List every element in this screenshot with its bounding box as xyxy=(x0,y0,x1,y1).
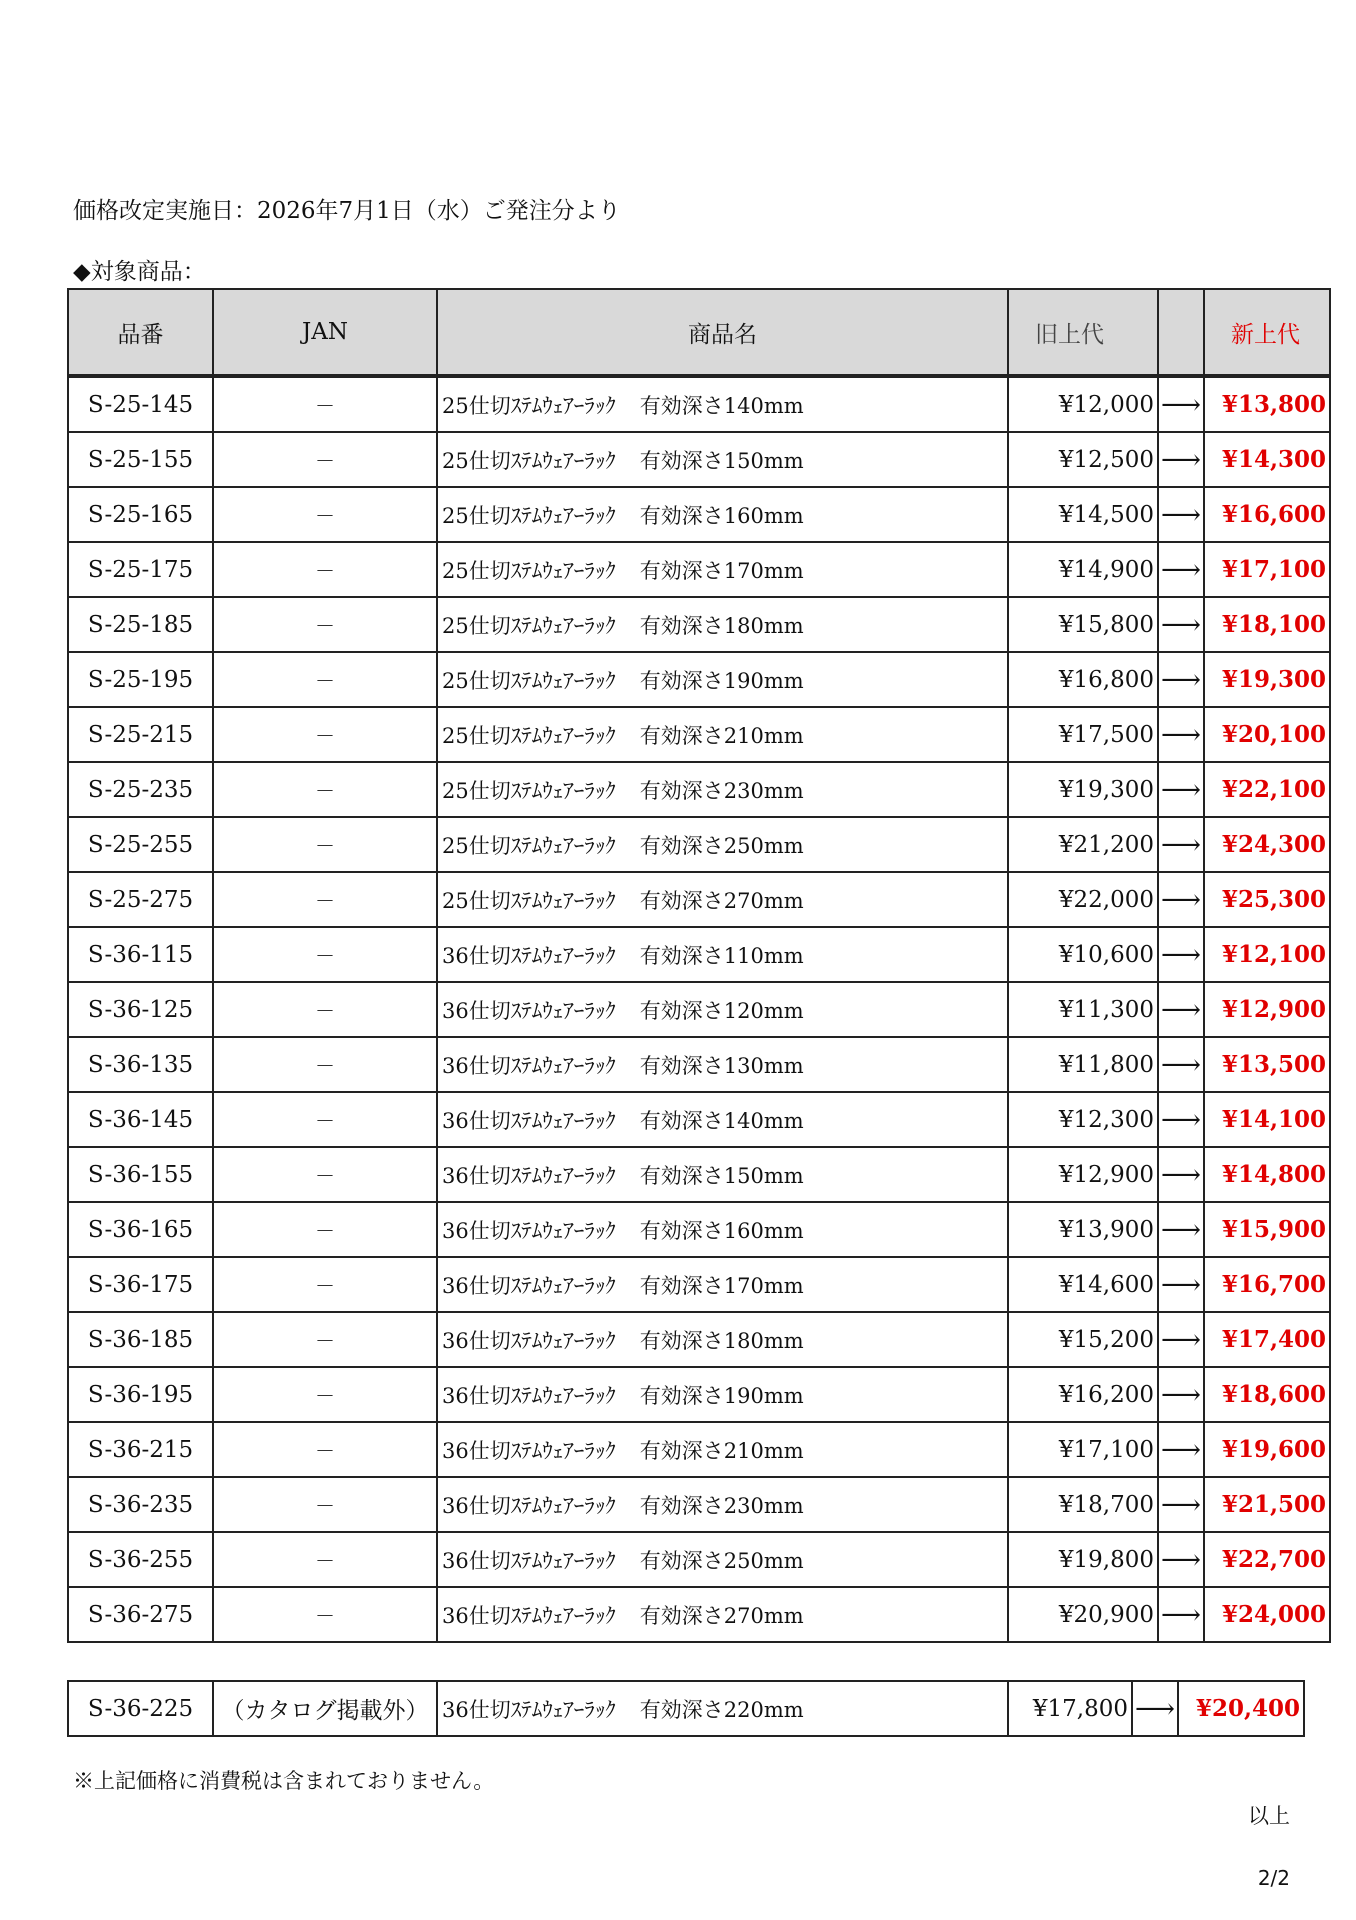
arrow-icon: ⟶ xyxy=(1158,1422,1204,1477)
row-old-price: ¥18,700 xyxy=(1008,1477,1158,1532)
table-row xyxy=(68,872,1330,927)
row-depth: 有効深さ210mm xyxy=(639,1438,804,1463)
row-code: S-25-145 xyxy=(68,376,213,432)
table-row xyxy=(68,1257,1330,1312)
row-depth: 有効深さ160mm xyxy=(639,1218,804,1243)
table-row xyxy=(68,652,1330,707)
row-depth: 有効深さ180mm xyxy=(639,613,804,638)
row-old-price: ¥16,800 xyxy=(1008,652,1158,707)
row-depth: 有効深さ230mm xyxy=(639,1493,804,1518)
arrow-icon: ⟶ xyxy=(1158,1147,1204,1202)
row-name xyxy=(437,1257,1008,1312)
arrow-icon: ⟶ xyxy=(1158,707,1204,762)
row-code: S-25-255 xyxy=(68,817,213,872)
table-row xyxy=(68,542,1330,597)
row-code: S-25-165 xyxy=(68,487,213,542)
row-name-text: 36仕切ｽﾃﾑｳｪｱｰﾗｯｸ xyxy=(442,1603,616,1628)
row-depth: 有効深さ150mm xyxy=(639,448,804,473)
row-depth: 有効深さ210mm xyxy=(639,723,804,748)
price-table xyxy=(67,288,1331,1643)
row-jan: － xyxy=(213,1092,437,1147)
row-new-price: ¥14,100 xyxy=(1204,1092,1330,1147)
row-name xyxy=(437,1312,1008,1367)
row-new-price: ¥21,500 xyxy=(1204,1477,1330,1532)
row-code: S-36-145 xyxy=(68,1092,213,1147)
arrow-icon: ⟶ xyxy=(1158,1037,1204,1092)
arrow-icon: ⟶ xyxy=(1158,376,1204,432)
table-row xyxy=(68,597,1330,652)
row-name-text: 25仕切ｽﾃﾑｳｪｱｰﾗｯｸ xyxy=(442,558,616,583)
row-name xyxy=(437,1532,1008,1587)
header-old-price: 旧上代 xyxy=(1008,289,1158,376)
row-old-price: ¥14,600 xyxy=(1008,1257,1158,1312)
row-depth: 有効深さ130mm xyxy=(639,1053,804,1078)
row-depth: 有効深さ140mm xyxy=(639,1108,804,1133)
row-old-price: ¥17,100 xyxy=(1008,1422,1158,1477)
row-new-price: ¥18,600 xyxy=(1204,1367,1330,1422)
table-row xyxy=(68,982,1330,1037)
row-jan: － xyxy=(213,1037,437,1092)
row-new-price: ¥22,100 xyxy=(1204,762,1330,817)
row-code: S-25-155 xyxy=(68,432,213,487)
row-new-price: ¥24,000 xyxy=(1204,1587,1330,1642)
row-code: S-25-215 xyxy=(68,707,213,762)
arrow-icon: ⟶ xyxy=(1158,542,1204,597)
row-depth: 有効深さ270mm xyxy=(639,888,804,913)
row-new-price: ¥25,300 xyxy=(1204,872,1330,927)
row-jan: － xyxy=(213,927,437,982)
row-name-text: 36仕切ｽﾃﾑｳｪｱｰﾗｯｸ xyxy=(442,1273,616,1298)
row-old-price: ¥16,200 xyxy=(1008,1367,1158,1422)
row-name-text: 36仕切ｽﾃﾑｳｪｱｰﾗｯｸ xyxy=(442,1548,616,1573)
table-row xyxy=(68,432,1330,487)
header-code: 品番 xyxy=(68,289,213,376)
table-row xyxy=(68,1037,1330,1092)
row-new-price: ¥17,100 xyxy=(1204,542,1330,597)
table-row xyxy=(68,762,1330,817)
tax-note: ※上記価格に消費税は含まれておりません。 xyxy=(73,1769,495,1793)
row-name xyxy=(437,487,1008,542)
row-code: S-36-115 xyxy=(68,927,213,982)
row-depth: 有効深さ220mm xyxy=(639,1697,804,1722)
row-code: S-36-195 xyxy=(68,1367,213,1422)
table-row xyxy=(68,1202,1330,1257)
row-jan: （カタログ掲載外） xyxy=(213,1681,437,1736)
row-name xyxy=(437,597,1008,652)
row-old-price: ¥12,500 xyxy=(1008,432,1158,487)
table-header-row xyxy=(68,289,1330,376)
row-old-price: ¥14,500 xyxy=(1008,487,1158,542)
arrow-icon: ⟶ xyxy=(1158,1092,1204,1147)
row-code: S-25-235 xyxy=(68,762,213,817)
table-row xyxy=(68,1422,1330,1477)
arrow-icon: ⟶ xyxy=(1158,1477,1204,1532)
row-code: S-36-185 xyxy=(68,1312,213,1367)
row-name-text: 36仕切ｽﾃﾑｳｪｱｰﾗｯｸ xyxy=(442,1218,616,1243)
row-new-price: ¥12,100 xyxy=(1204,927,1330,982)
row-name-text: 25仕切ｽﾃﾑｳｪｱｰﾗｯｸ xyxy=(442,448,616,473)
row-jan: － xyxy=(213,1202,437,1257)
row-depth: 有効深さ140mm xyxy=(639,393,804,418)
row-jan: － xyxy=(213,597,437,652)
table-row xyxy=(68,817,1330,872)
row-name xyxy=(437,1477,1008,1532)
row-old-price: ¥13,900 xyxy=(1008,1202,1158,1257)
row-name xyxy=(437,762,1008,817)
table-row xyxy=(68,1367,1330,1422)
arrow-icon: ⟶ xyxy=(1158,1257,1204,1312)
row-jan: － xyxy=(213,487,437,542)
row-old-price: ¥15,200 xyxy=(1008,1312,1158,1367)
row-name-text: 36仕切ｽﾃﾑｳｪｱｰﾗｯｸ xyxy=(442,1163,616,1188)
row-old-price: ¥15,800 xyxy=(1008,597,1158,652)
table-row xyxy=(68,1312,1330,1367)
row-jan: － xyxy=(213,982,437,1037)
row-jan: － xyxy=(213,1147,437,1202)
row-jan: － xyxy=(213,762,437,817)
row-old-price: ¥11,300 xyxy=(1008,982,1158,1037)
row-new-price: ¥12,900 xyxy=(1204,982,1330,1037)
row-new-price: ¥14,800 xyxy=(1204,1147,1330,1202)
row-name-text: 36仕切ｽﾃﾑｳｪｱｰﾗｯｸ xyxy=(442,1493,616,1518)
row-depth: 有効深さ150mm xyxy=(639,1163,804,1188)
page-number: 2/2 xyxy=(1257,1866,1290,1890)
arrow-icon: ⟶ xyxy=(1158,817,1204,872)
arrow-icon: ⟶ xyxy=(1158,487,1204,542)
row-name-text: 25仕切ｽﾃﾑｳｪｱｰﾗｯｸ xyxy=(442,888,616,913)
row-jan: － xyxy=(213,432,437,487)
row-name xyxy=(437,1422,1008,1477)
header-name: 商品名 xyxy=(437,289,1008,376)
arrow-icon: ⟶ xyxy=(1132,1681,1178,1736)
row-code: S-25-175 xyxy=(68,542,213,597)
row-depth: 有効深さ250mm xyxy=(639,833,804,858)
arrow-icon: ⟶ xyxy=(1158,762,1204,817)
arrow-icon: ⟶ xyxy=(1158,1587,1204,1642)
row-jan: － xyxy=(213,872,437,927)
price-table-body xyxy=(68,376,1330,1642)
row-new-price: ¥20,100 xyxy=(1204,707,1330,762)
row-old-price: ¥19,800 xyxy=(1008,1532,1158,1587)
row-name xyxy=(437,432,1008,487)
row-old-price: ¥12,000 xyxy=(1008,376,1158,432)
row-name-text: 25仕切ｽﾃﾑｳｪｱｰﾗｯｸ xyxy=(442,503,616,528)
row-jan: － xyxy=(213,1312,437,1367)
row-depth: 有効深さ230mm xyxy=(639,778,804,803)
arrow-icon: ⟶ xyxy=(1158,652,1204,707)
row-name-text: 36仕切ｽﾃﾑｳｪｱｰﾗｯｸ xyxy=(442,943,616,968)
row-code: S-25-185 xyxy=(68,597,213,652)
row-name xyxy=(437,872,1008,927)
table-row xyxy=(68,1532,1330,1587)
table-row xyxy=(68,487,1330,542)
row-jan: － xyxy=(213,376,437,432)
header-new-price: 新上代 xyxy=(1204,289,1330,376)
row-new-price: ¥19,600 xyxy=(1204,1422,1330,1477)
arrow-icon: ⟶ xyxy=(1158,1312,1204,1367)
arrow-icon: ⟶ xyxy=(1158,1532,1204,1587)
row-code: S-36-135 xyxy=(68,1037,213,1092)
row-depth: 有効深さ180mm xyxy=(639,1328,804,1353)
row-old-price: ¥17,800 xyxy=(1008,1681,1132,1736)
row-new-price: ¥17,400 xyxy=(1204,1312,1330,1367)
row-name xyxy=(437,1367,1008,1422)
row-name xyxy=(437,982,1008,1037)
closing-mark: 以上 xyxy=(1248,1804,1290,1828)
arrow-icon: ⟶ xyxy=(1158,982,1204,1037)
row-old-price: ¥11,800 xyxy=(1008,1037,1158,1092)
row-jan: － xyxy=(213,1422,437,1477)
row-jan: － xyxy=(213,652,437,707)
table-row xyxy=(68,1147,1330,1202)
row-name-text: 25仕切ｽﾃﾑｳｪｱｰﾗｯｸ xyxy=(442,668,616,693)
extra-price-table xyxy=(67,1680,1305,1737)
row-name-text: 25仕切ｽﾃﾑｳｪｱｰﾗｯｸ xyxy=(442,613,616,638)
row-name-text: 36仕切ｽﾃﾑｳｪｱｰﾗｯｸ xyxy=(442,1108,616,1133)
page-heading: 価格改定実施日：2026年7月1日（水）ご発注分より xyxy=(73,198,621,224)
row-new-price: ¥13,500 xyxy=(1204,1037,1330,1092)
arrow-icon: ⟶ xyxy=(1158,927,1204,982)
row-new-price: ¥19,300 xyxy=(1204,652,1330,707)
row-name-text: 36仕切ｽﾃﾑｳｪｱｰﾗｯｸ xyxy=(442,1438,616,1463)
row-code: S-36-275 xyxy=(68,1587,213,1642)
row-depth: 有効深さ190mm xyxy=(639,668,804,693)
row-name xyxy=(437,1681,1008,1736)
row-name xyxy=(437,376,1008,432)
arrow-icon: ⟶ xyxy=(1158,432,1204,487)
row-name xyxy=(437,1092,1008,1147)
arrow-icon: ⟶ xyxy=(1158,1202,1204,1257)
row-jan: － xyxy=(213,1257,437,1312)
row-code: S-36-155 xyxy=(68,1147,213,1202)
row-new-price: ¥14,300 xyxy=(1204,432,1330,487)
row-old-price: ¥22,000 xyxy=(1008,872,1158,927)
row-old-price: ¥21,200 xyxy=(1008,817,1158,872)
row-new-price: ¥20,400 xyxy=(1178,1681,1304,1736)
header-jan: JAN xyxy=(213,289,437,376)
row-jan: － xyxy=(213,1477,437,1532)
row-name-text: 36仕切ｽﾃﾑｳｪｱｰﾗｯｸ xyxy=(442,1383,616,1408)
row-depth: 有効深さ270mm xyxy=(639,1603,804,1628)
row-name xyxy=(437,652,1008,707)
row-depth: 有効深さ110mm xyxy=(639,943,804,968)
row-code: S-36-165 xyxy=(68,1202,213,1257)
row-jan: － xyxy=(213,1367,437,1422)
row-old-price: ¥19,300 xyxy=(1008,762,1158,817)
row-jan: － xyxy=(213,817,437,872)
row-new-price: ¥24,300 xyxy=(1204,817,1330,872)
row-code: S-36-225 xyxy=(68,1681,213,1736)
row-name-text: 36仕切ｽﾃﾑｳｪｱｰﾗｯｸ xyxy=(442,1053,616,1078)
row-new-price: ¥18,100 xyxy=(1204,597,1330,652)
row-name xyxy=(437,927,1008,982)
row-depth: 有効深さ190mm xyxy=(639,1383,804,1408)
row-name xyxy=(437,542,1008,597)
row-name xyxy=(437,1037,1008,1092)
row-jan: － xyxy=(213,707,437,762)
row-code: S-25-195 xyxy=(68,652,213,707)
row-name-text: 36仕切ｽﾃﾑｳｪｱｰﾗｯｸ xyxy=(442,1697,616,1722)
table-row xyxy=(68,927,1330,982)
table-row xyxy=(68,707,1330,762)
row-name xyxy=(437,707,1008,762)
row-name-text: 25仕切ｽﾃﾑｳｪｱｰﾗｯｸ xyxy=(442,833,616,858)
row-code: S-36-215 xyxy=(68,1422,213,1477)
row-name-text: 36仕切ｽﾃﾑｳｪｱｰﾗｯｸ xyxy=(442,998,616,1023)
row-new-price: ¥22,700 xyxy=(1204,1532,1330,1587)
row-old-price: ¥20,900 xyxy=(1008,1587,1158,1642)
row-jan: － xyxy=(213,1532,437,1587)
row-old-price: ¥10,600 xyxy=(1008,927,1158,982)
row-name-text: 25仕切ｽﾃﾑｳｪｱｰﾗｯｸ xyxy=(442,723,616,748)
row-depth: 有効深さ170mm xyxy=(639,558,804,583)
row-depth: 有効深さ120mm xyxy=(639,998,804,1023)
row-jan: － xyxy=(213,542,437,597)
row-name-text: 25仕切ｽﾃﾑｳｪｱｰﾗｯｸ xyxy=(442,393,616,418)
row-new-price: ¥16,600 xyxy=(1204,487,1330,542)
row-name-text: 36仕切ｽﾃﾑｳｪｱｰﾗｯｸ xyxy=(442,1328,616,1353)
table-row xyxy=(68,1681,1304,1736)
row-new-price: ¥13,800 xyxy=(1204,376,1330,432)
arrow-icon: ⟶ xyxy=(1158,1367,1204,1422)
arrow-icon: ⟶ xyxy=(1158,872,1204,927)
arrow-icon: ⟶ xyxy=(1158,597,1204,652)
table-row xyxy=(68,1092,1330,1147)
row-old-price: ¥12,300 xyxy=(1008,1092,1158,1147)
header-arrow xyxy=(1158,289,1204,376)
row-old-price: ¥14,900 xyxy=(1008,542,1158,597)
table-row xyxy=(68,1477,1330,1532)
row-old-price: ¥17,500 xyxy=(1008,707,1158,762)
row-jan: － xyxy=(213,1587,437,1642)
row-code: S-36-175 xyxy=(68,1257,213,1312)
row-depth: 有効深さ250mm xyxy=(639,1548,804,1573)
row-new-price: ¥16,700 xyxy=(1204,1257,1330,1312)
row-depth: 有効深さ170mm xyxy=(639,1273,804,1298)
row-depth: 有効深さ160mm xyxy=(639,503,804,528)
table-row xyxy=(68,1587,1330,1642)
table-row xyxy=(68,376,1330,432)
row-old-price: ¥12,900 xyxy=(1008,1147,1158,1202)
row-code: S-36-255 xyxy=(68,1532,213,1587)
row-name xyxy=(437,817,1008,872)
row-name xyxy=(437,1202,1008,1257)
row-new-price: ¥15,900 xyxy=(1204,1202,1330,1257)
row-name xyxy=(437,1587,1008,1642)
row-code: S-36-235 xyxy=(68,1477,213,1532)
row-code: S-25-275 xyxy=(68,872,213,927)
row-code: S-36-125 xyxy=(68,982,213,1037)
target-products-label: ◆対象商品： xyxy=(73,259,206,285)
row-name-text: 25仕切ｽﾃﾑｳｪｱｰﾗｯｸ xyxy=(442,778,616,803)
row-name xyxy=(437,1147,1008,1202)
